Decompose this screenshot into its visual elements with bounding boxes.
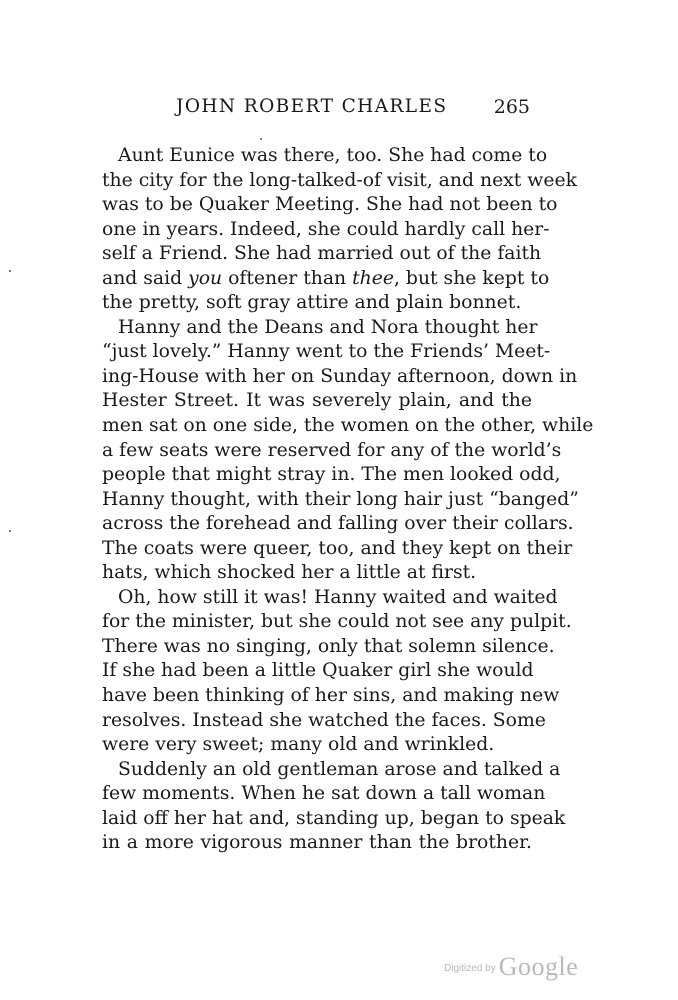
text-line: in a more vigorous manner than the brother. bbox=[102, 832, 532, 854]
text-line: There was no singing, only that solemn silence. bbox=[102, 635, 555, 657]
text-line: the city for the long-talked-of visit, and next week bbox=[102, 169, 577, 191]
text-line: The coats were queer, too, and they kept on their bbox=[102, 537, 573, 559]
text-line: self a Friend. She had married out of the faith bbox=[102, 243, 542, 265]
digitized-by-watermark bbox=[444, 952, 578, 982]
text-line: few moments. When he sat down a tall woman bbox=[102, 783, 546, 805]
text-line: men sat on one side, the women on the other, while bbox=[102, 415, 594, 437]
text-line: “just lovely.” Hanny went to the Friends’ Meet- bbox=[102, 341, 551, 363]
text-line: Suddenly an old gentleman arose and talked a bbox=[118, 758, 561, 780]
print-speck bbox=[260, 138, 262, 140]
print-speck bbox=[9, 530, 11, 532]
text-line: a few seats were reserved for any of the world’s bbox=[102, 439, 562, 461]
text-line: and said you oftener than thee, but she kept to bbox=[102, 267, 550, 289]
paragraph bbox=[102, 316, 594, 586]
text-line: Hanny and the Deans and Nora thought her bbox=[118, 316, 538, 338]
text-line: Hester Street. It was severely plain, and the bbox=[102, 390, 532, 412]
text-line: have been thinking of her sins, and making new bbox=[102, 685, 560, 707]
paragraph bbox=[102, 144, 577, 316]
paragraph bbox=[102, 586, 572, 758]
text-line: hats, which shocked her a little at first. bbox=[102, 562, 477, 584]
text-line: the pretty, soft gray attire and plain bonnet. bbox=[102, 292, 522, 314]
google-logo: Google bbox=[498, 952, 579, 981]
body-text bbox=[102, 144, 594, 856]
text-line: Oh, how still it was! Hanny waited and waited bbox=[118, 586, 558, 608]
text-line: one in years. Indeed, she could hardly call her- bbox=[102, 218, 550, 240]
text-line: resolves. Instead she watched the faces. Some bbox=[102, 709, 546, 731]
running-head: JOHN ROBERT CHARLES bbox=[176, 96, 448, 117]
digitized-label: Digitized by bbox=[444, 963, 496, 974]
text-line: Aunt Eunice was there, too. She had come to bbox=[118, 145, 548, 166]
paragraph bbox=[102, 758, 566, 856]
text-line: was to be Quaker Meeting. She had not been to bbox=[102, 194, 558, 216]
text-line: were very sweet; many old and wrinkled. bbox=[102, 734, 495, 756]
page-number: 265 bbox=[493, 96, 530, 118]
text-line: Hanny thought, with their long hair just “banged” bbox=[102, 488, 579, 510]
text-line: for the minister, but she could not see any pulpit. bbox=[102, 611, 572, 633]
print-speck bbox=[9, 270, 11, 272]
text-line: If she had been a little Quaker girl she would bbox=[102, 660, 534, 682]
text-line: laid off her hat and, standing up, began to speak bbox=[102, 807, 566, 829]
page-header bbox=[104, 96, 530, 126]
text-line: ing-House with her on Sunday afternoon, down in bbox=[102, 365, 578, 387]
text-line: people that might stray in. The men looked odd, bbox=[102, 464, 561, 486]
text-line: across the forehead and falling over their collars. bbox=[102, 513, 574, 535]
